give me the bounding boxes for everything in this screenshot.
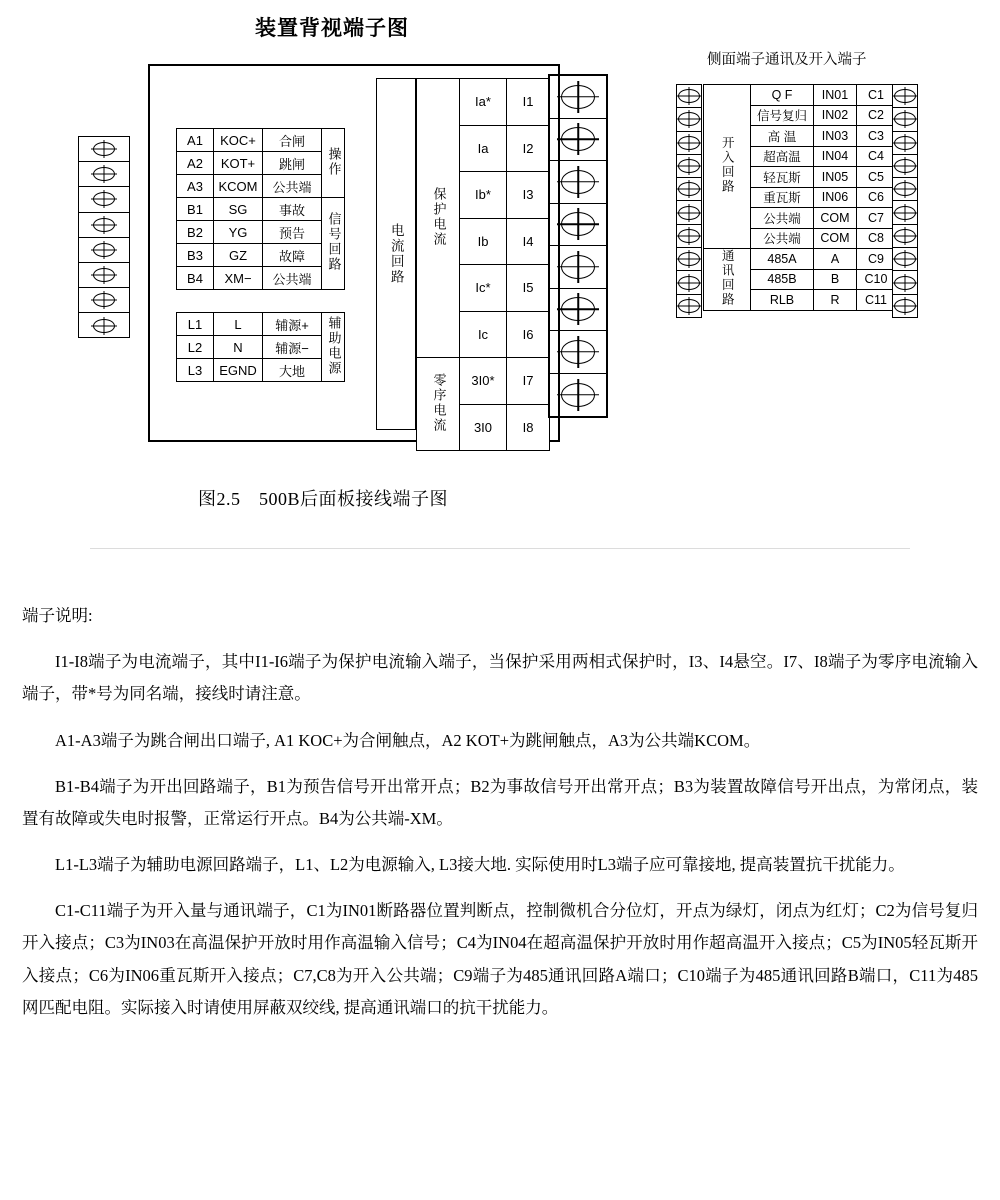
terminal-no: A2	[177, 152, 214, 175]
screw-icon	[678, 112, 700, 126]
terminal-desc: 事故	[263, 198, 322, 221]
table-row	[177, 244, 345, 267]
terminal-desc: 辅源−	[263, 336, 322, 359]
current-name: Ib	[460, 218, 507, 265]
group-label-operation: 操作	[322, 129, 345, 198]
strip-cell	[677, 108, 701, 131]
strip-cell	[677, 295, 701, 318]
strip-cell	[550, 119, 606, 162]
table-row-spacer	[177, 290, 345, 313]
strip-cell	[677, 155, 701, 178]
strip-cell	[79, 162, 129, 187]
screw-icon	[93, 243, 115, 257]
signal-terminal-table	[176, 128, 345, 382]
group-label-protect-current: 保护电流	[417, 79, 460, 358]
spacer-cell	[177, 290, 214, 313]
table-row	[704, 85, 896, 106]
screw-icon	[93, 192, 115, 206]
divider	[90, 548, 910, 549]
screw-icon	[678, 252, 700, 266]
terminal-code: EGND	[214, 359, 263, 382]
screw-icon	[678, 89, 700, 103]
screw-icon	[93, 218, 115, 232]
current-name: Ia*	[460, 79, 507, 126]
strip-cell	[79, 187, 129, 212]
terminal-no: C10	[857, 269, 896, 290]
strip-cell	[79, 137, 129, 162]
screw-icon	[894, 112, 916, 126]
table-row	[177, 336, 345, 359]
description-paragraph-1: I1-I8端子为电流端子，其中I1-I6端子为保护电流输入端子，当保护采用两相式保护时，I3、I4悬空。I7、I8端子为零序电流输入端子，带*号为同名端，接线时请注意。	[22, 652, 978, 704]
strip-cell	[79, 213, 129, 238]
screw-icon	[678, 276, 700, 290]
strip-cell	[79, 238, 129, 263]
strip-cell	[550, 204, 606, 247]
terminal-code: GZ	[214, 244, 263, 267]
strip-cell	[677, 248, 701, 271]
terminal-desc: 跳闸	[263, 152, 322, 175]
terminal-code: KOC+	[214, 129, 263, 152]
terminal-no: A3	[177, 175, 214, 198]
terminal-desc: 故障	[263, 244, 322, 267]
strip-cell	[893, 132, 917, 155]
terminal-code: IN04	[814, 146, 857, 167]
description-paragraph-4: L1-L3端子为辅助电源回路端子，L1、L2为电源输入, L3接大地. 实际使用时L3端子应可靠接地, 提高装置抗干扰能力。	[55, 855, 905, 875]
side-terminal-table	[703, 84, 896, 311]
terminal-code: KCOM	[214, 175, 263, 198]
screw-icon	[93, 293, 115, 307]
terminal-desc: Q F	[751, 85, 814, 106]
current-no: I3	[507, 172, 550, 219]
screw-icon	[894, 276, 916, 290]
screw-icon	[678, 182, 700, 196]
terminal-desc: 485A	[751, 249, 814, 270]
terminal-code: KOT+	[214, 152, 263, 175]
terminal-no: B1	[177, 198, 214, 221]
left-terminal-strip	[78, 136, 130, 338]
current-no: I8	[507, 404, 550, 451]
terminal-no: C5	[857, 167, 896, 188]
strip-cell	[893, 201, 917, 224]
current-terminal-table	[416, 78, 550, 451]
terminal-no: L1	[177, 313, 214, 336]
side-strip-left	[676, 84, 702, 318]
table-row	[177, 175, 345, 198]
current-name: Ic*	[460, 265, 507, 312]
strip-cell	[550, 246, 606, 289]
terminal-no: C6	[857, 187, 896, 208]
strip-cell	[677, 178, 701, 201]
current-loop-label: 电流回路	[388, 223, 404, 285]
terminal-code: L	[214, 313, 263, 336]
terminal-no: C1	[857, 85, 896, 106]
strip-cell	[79, 263, 129, 288]
screw-icon	[561, 297, 595, 321]
screw-icon	[678, 159, 700, 173]
strip-cell	[550, 161, 606, 204]
terminal-desc: 预告	[263, 221, 322, 244]
group-label-input-loop: 开入回路	[704, 85, 751, 249]
table-row	[177, 152, 345, 175]
current-terminal-strip	[548, 74, 608, 418]
screw-icon	[894, 159, 916, 173]
table-row	[177, 198, 345, 221]
terminal-no: C7	[857, 208, 896, 229]
description-paragraph-3: B1-B4端子为开出回路端子，B1为预告信号开出常开点；B2为事故信号开出常开点；B3为装置故障信号开出点，为常闭点，装置有故障或失电时报警，正常运行开点。B4为公共端-XM。	[22, 776, 978, 828]
table-row	[417, 79, 550, 126]
terminal-no: C3	[857, 126, 896, 147]
spacer-cell	[263, 290, 322, 313]
terminal-code: COM	[814, 208, 857, 229]
group-label-comm-loop: 通讯回路	[704, 249, 751, 311]
current-no: I2	[507, 125, 550, 172]
screw-icon	[678, 136, 700, 150]
screw-icon	[561, 212, 595, 236]
figure-caption: 图2.5 500B后面板接线端子图	[198, 489, 449, 509]
strip-cell	[893, 295, 917, 318]
strip-cell	[677, 85, 701, 108]
terminal-code: IN05	[814, 167, 857, 188]
current-no: I4	[507, 218, 550, 265]
current-no: I1	[507, 79, 550, 126]
strip-cell	[893, 85, 917, 108]
terminal-code: IN03	[814, 126, 857, 147]
group-label-signal-loop: 信号回路	[322, 198, 345, 290]
terminal-code: SG	[214, 198, 263, 221]
strip-cell	[550, 374, 606, 417]
strip-cell	[893, 271, 917, 294]
table-row	[177, 129, 345, 152]
screw-icon	[561, 127, 595, 151]
current-name: 3I0	[460, 404, 507, 451]
description-heading: 端子说明:	[22, 606, 93, 625]
strip-cell	[550, 76, 606, 119]
screw-icon	[561, 170, 595, 194]
terminal-desc: 重瓦斯	[751, 187, 814, 208]
screw-icon	[561, 383, 595, 407]
screw-icon	[93, 268, 115, 282]
screw-icon	[561, 340, 595, 364]
screw-icon	[894, 252, 916, 266]
side-strip-right	[892, 84, 918, 318]
screw-icon	[561, 85, 595, 109]
strip-cell	[893, 108, 917, 131]
terminal-code: B	[814, 269, 857, 290]
terminal-no: B3	[177, 244, 214, 267]
terminal-desc: 公共端	[751, 208, 814, 229]
terminal-desc: 合闸	[263, 129, 322, 152]
terminal-code: IN01	[814, 85, 857, 106]
description-body	[22, 600, 978, 1038]
terminal-desc: 高 温	[751, 126, 814, 147]
spacer-cell	[322, 290, 345, 313]
strip-cell	[677, 132, 701, 155]
terminal-desc: 公共端	[263, 267, 322, 290]
strip-cell	[893, 248, 917, 271]
terminal-no: C9	[857, 249, 896, 270]
terminal-desc: 公共端	[263, 175, 322, 198]
strip-cell	[893, 178, 917, 201]
terminal-no: A1	[177, 129, 214, 152]
strip-cell	[550, 331, 606, 374]
current-no: I7	[507, 358, 550, 405]
terminal-code: YG	[214, 221, 263, 244]
terminal-desc: 轻瓦斯	[751, 167, 814, 188]
side-terminal-title: 侧面端子通讯及开入端子	[707, 52, 867, 68]
current-name: Ib*	[460, 172, 507, 219]
terminal-code: N	[214, 336, 263, 359]
terminal-no: B2	[177, 221, 214, 244]
terminal-code: A	[814, 249, 857, 270]
terminal-desc: 超高温	[751, 146, 814, 167]
screw-icon	[561, 255, 595, 279]
terminal-no: C2	[857, 105, 896, 126]
table-row	[177, 221, 345, 244]
terminal-desc: 485B	[751, 269, 814, 290]
strip-cell	[79, 288, 129, 313]
strip-cell	[677, 225, 701, 248]
table-row	[177, 267, 345, 290]
table-row	[704, 249, 896, 270]
group-label-zero-seq-current: 零序电流	[417, 358, 460, 451]
current-name: Ia	[460, 125, 507, 172]
description-paragraph-5: C1-C11端子为开入量与通讯端子，C1为IN01断路器位置判断点，控制微机合分位灯，开点为绿灯，闭点为红灯；C2为信号复归开入接点；C3为IN03在高温保护开放时用作高温输入信号；C4为IN04在超高温保护开放时用作超高温开入接点；C5为IN05轻瓦斯开入接点；C6为IN06重瓦斯开入接点；C7,C8为开入公共端；C9端子为485通讯回路A端口；C10端子为485通讯回路B端口，C11为485网匹配电阻。实际接入时请使用屏蔽双绞线, 提高通讯端口的抗干扰能力。	[22, 901, 978, 1017]
strip-cell	[79, 313, 129, 338]
current-loop-label-box	[376, 78, 416, 430]
screw-icon	[894, 136, 916, 150]
terminal-code: R	[814, 290, 857, 311]
terminal-code: IN06	[814, 187, 857, 208]
screw-icon	[894, 89, 916, 103]
description-paragraph-2: A1-A3端子为跳合闸出口端子, A1 KOC+为合闸触点，A2 KOT+为跳闸触点，A3为公共端KCOM。	[55, 730, 761, 750]
screw-icon	[93, 319, 115, 333]
terminal-no: L3	[177, 359, 214, 382]
screw-icon	[894, 182, 916, 196]
group-label-aux-power: 辅助电源	[322, 313, 345, 382]
terminal-code: COM	[814, 228, 857, 249]
screw-icon	[678, 299, 700, 313]
terminal-desc: 信号复归	[751, 105, 814, 126]
terminal-code: XM−	[214, 267, 263, 290]
table-row	[417, 358, 550, 405]
terminal-desc: RLB	[751, 290, 814, 311]
screw-icon	[93, 167, 115, 181]
screw-icon	[894, 299, 916, 313]
screw-icon	[894, 206, 916, 220]
strip-cell	[677, 271, 701, 294]
current-name: Ic	[460, 311, 507, 358]
current-no: I6	[507, 311, 550, 358]
strip-cell	[893, 155, 917, 178]
table-row	[177, 359, 345, 382]
page-title: 装置背视端子图	[255, 17, 409, 40]
terminal-no: C11	[857, 290, 896, 311]
terminal-desc: 辅源+	[263, 313, 322, 336]
strip-cell	[893, 225, 917, 248]
current-no: I5	[507, 265, 550, 312]
terminal-desc: 大地	[263, 359, 322, 382]
screw-icon	[678, 206, 700, 220]
terminal-no: C4	[857, 146, 896, 167]
spacer-cell	[214, 290, 263, 313]
terminal-code: IN02	[814, 105, 857, 126]
strip-cell	[677, 201, 701, 224]
screw-icon	[678, 229, 700, 243]
terminal-no: B4	[177, 267, 214, 290]
table-row	[177, 313, 345, 336]
current-name: 3I0*	[460, 358, 507, 405]
terminal-no: L2	[177, 336, 214, 359]
terminal-no: C8	[857, 228, 896, 249]
terminal-desc: 公共端	[751, 228, 814, 249]
strip-cell	[550, 289, 606, 332]
screw-icon	[894, 229, 916, 243]
screw-icon	[93, 142, 115, 156]
